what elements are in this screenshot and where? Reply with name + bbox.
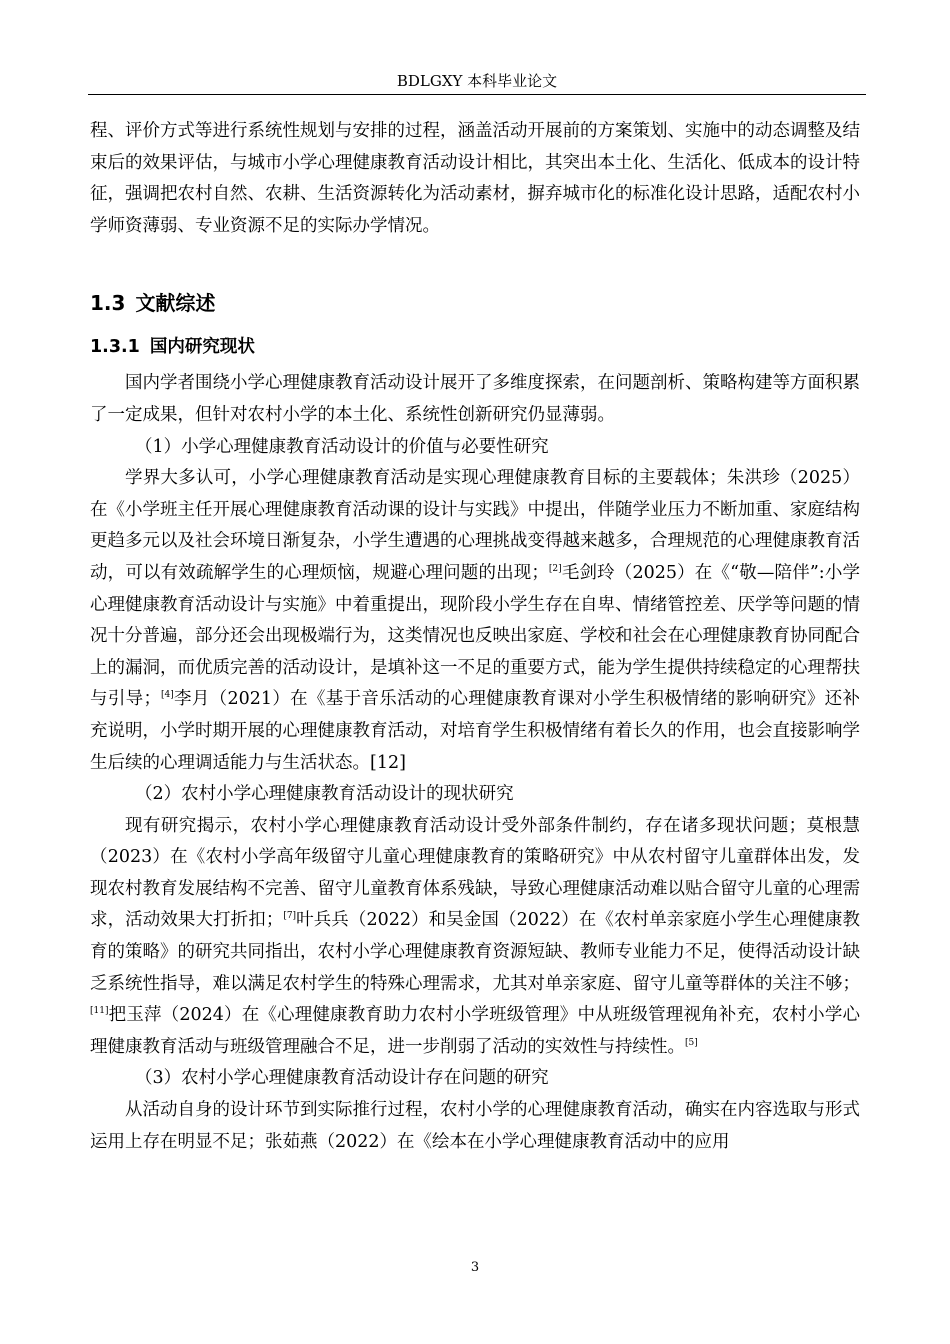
header-divider <box>88 94 866 95</box>
section-title: 文献综述 <box>135 291 216 316</box>
citation-marker: [2] <box>548 564 562 575</box>
part2-text-3: 把玉萍（2024）在《心理健康教育助力农村小学班级管理》中从班级管理视角补充，农村小学心理健康教育活动与班级管理融合不足，进一步削弱了活动的实效性与持续性。 <box>90 1005 860 1057</box>
part1-heading: （1）小学心理健康教育活动设计的价值与必要性研究 <box>135 436 549 457</box>
part1-text-1: 学界大多认可，小学心理健康教育活动是实现心理健康教育目标的主要载体；朱洪珍（2025）在《小学班主任开展心理健康教育活动课的设计与实践》中提出，伴随学业压力不断加重、家庭结构更趋多元以及社会环境日渐复杂，小学生遭遇的心理挑战变得越来越多，合理规范的心理健康教育活动，可以有效疏解学生的心理烦恼，规避心理问题的出现； <box>90 468 860 583</box>
overview-paragraph: 国内学者围绕小学心理健康教育活动设计展开了多维度探索，在问题剖析、策略构建等方面积累了一定成果，但针对农村小学的本土化、系统性创新研究仍显薄弱。 <box>90 373 860 425</box>
section-heading <box>90 290 860 316</box>
part3-paragraph: 从活动自身的设计环节到实际推行过程，农村小学的心理健康教育活动，确实在内容选取与形式运用上存在明显不足；张茹燕（2022）在《绘本在小学心理健康教育活动中的应用 <box>90 1100 860 1152</box>
part2-text-2: 叶兵兵（2022）和吴金国（2022）在《农村单亲家庭小学生心理健康教育的策略》的研究共同指出，农村小学心理健康教育资源短缺、教师专业能力不足，使得活动设计缺乏系统性指导，难以满足农村学生的特殊心理需求，尤其对单亲家庭、留守儿童等群体的关注不够； <box>90 910 860 994</box>
citation-marker: [7] <box>283 911 297 922</box>
part2-text-1: 现有研究揭示，农村小学心理健康教育活动设计受外部条件制约，存在诸多现状问题；莫根慧（2023）在《农村小学高年级留守儿童心理健康教育的策略研究》中从农村留守儿童群体出发，发现农村教育发展结构不完善、留守儿童教育体系残缺，导致心理健康活动难以贴合留守儿童的心理需求，活动效果大打折扣； <box>90 815 860 931</box>
subsection-heading <box>90 334 860 360</box>
page-number: 3 <box>470 1260 480 1275</box>
part2-paragraph <box>90 811 860 1064</box>
part3-heading: （3）农村小学心理健康教育活动设计存在问题的研究 <box>135 1068 549 1089</box>
part2-heading: （2）农村小学心理健康教育活动设计的现状研究 <box>135 784 514 805</box>
citation-marker: [11] <box>90 1006 109 1017</box>
part1-paragraph <box>90 463 860 779</box>
page-body <box>90 116 860 1158</box>
citation-marker: [5] <box>685 1038 698 1049</box>
part1-text-2: 毛剑玲（2025）在《“敬—陪伴”:小学心理健康教育活动设计与实施》中着重提出，现阶段小学生存在自卑、情绪管控差、厌学等问题的情况十分普遍，部分还会出现极端行为，这类情况也反映出家庭、学校和社会在心理健康教育协同配合上的漏洞，而优质完善的活动设计，是填补这一不足的重要方式，能为学生提供持续稳定的心理帮扶与引导； <box>90 562 861 710</box>
section-number: 1.3 <box>90 291 126 316</box>
part1-text-3: 李月（2021）在《基于音乐活动的心理健康教育课对小学生积极情绪的影响研究》还补充说明，小学时期开展的心理健康教育活动，对培育学生积极情绪有着长久的作用，也会直接影响学生后续的心理调适能力与生活状态。[12] <box>90 689 860 773</box>
running-header: BDLGXY 本科毕业论文 <box>396 72 558 90</box>
subsection-number: 1.3.1 <box>90 337 140 358</box>
subsection-title: 国内研究现状 <box>149 337 255 358</box>
intro-paragraph: 程、评价方式等进行系统性规划与安排的过程，涵盖活动开展前的方案策划、实施中的动态调整及结束后的效果评估，与城市小学心理健康教育活动设计相比，其突出本土化、生活化、低成本的设计特征，强调把农村自然、农耕、生活资源转化为活动素材，摒弃城市化的标准化设计思路，适配农村小学师资薄弱、专业资源不足的实际办学情况。 <box>90 121 860 236</box>
citation-marker: [4] <box>160 690 174 701</box>
